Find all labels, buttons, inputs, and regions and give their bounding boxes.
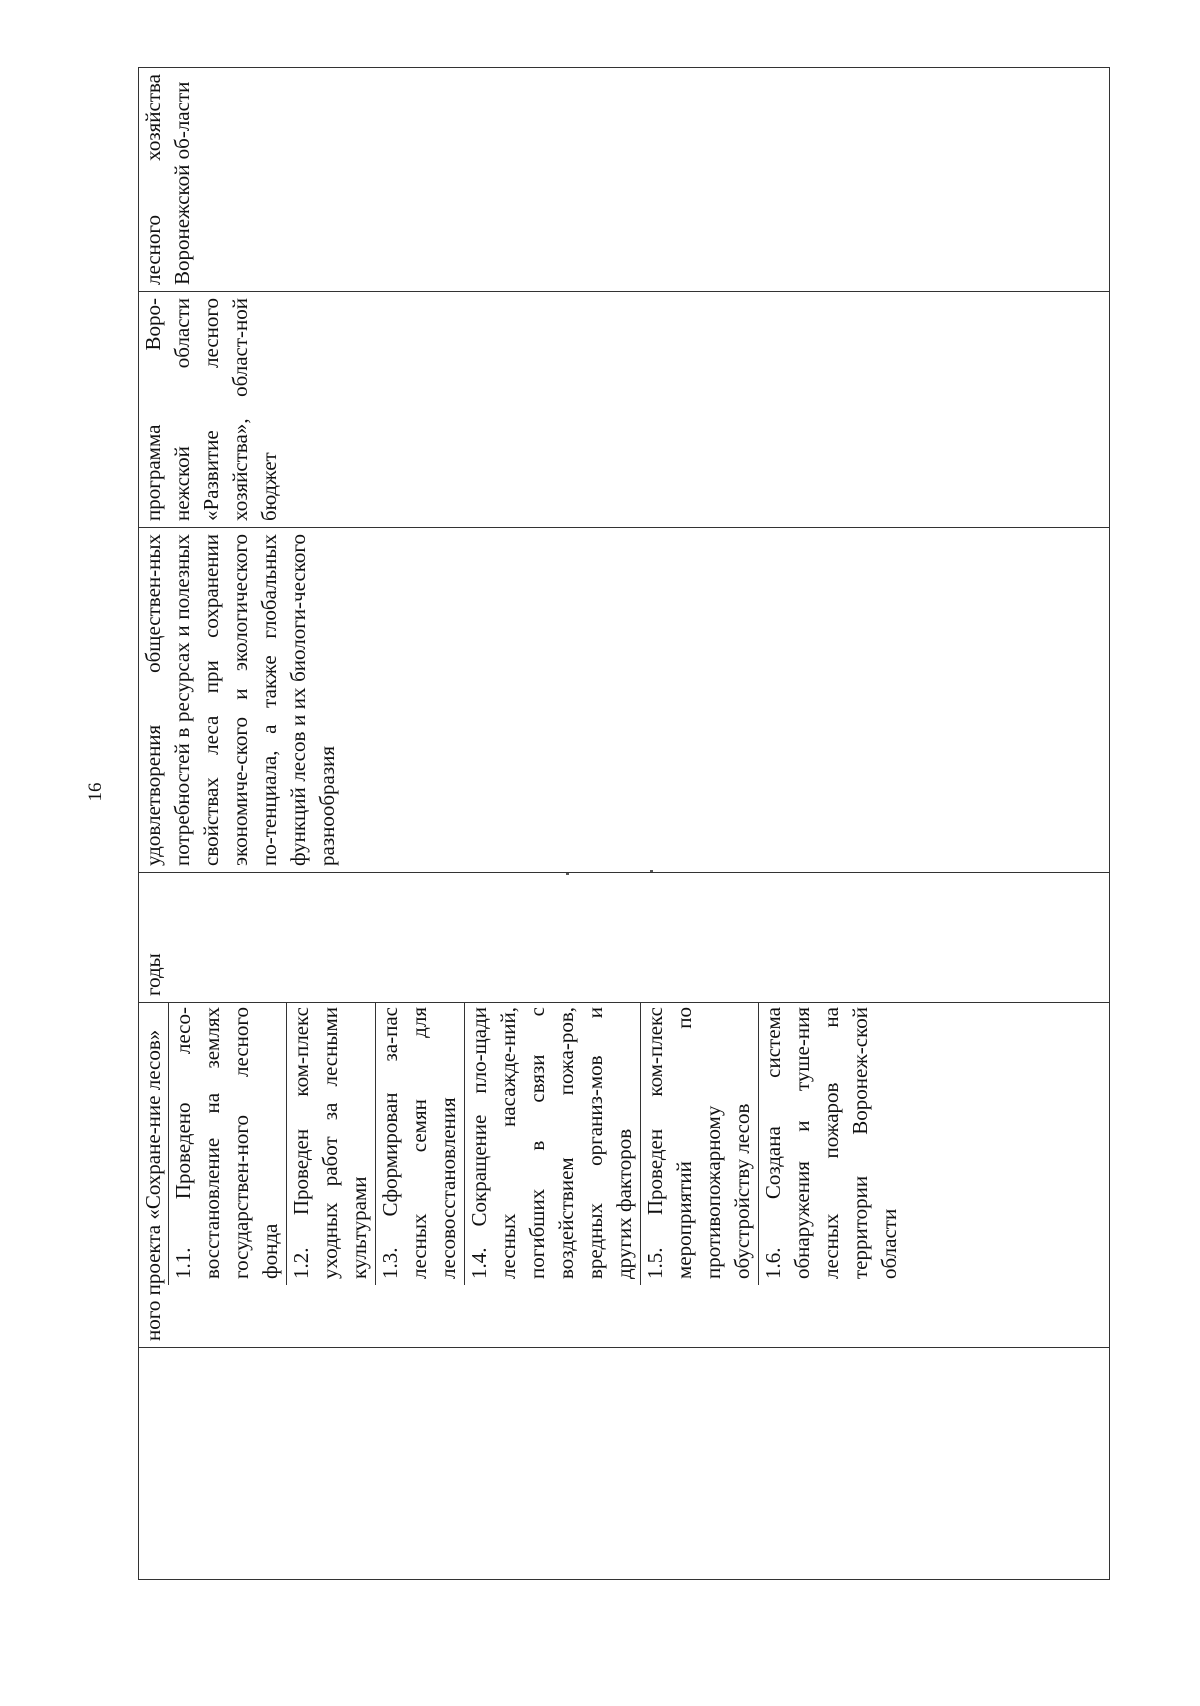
program-table — [138, 67, 1110, 1580]
rotated-table-container — [138, 68, 1110, 1580]
responsible-cell: лесного хозяйства Воронежской об-ласти — [139, 68, 1110, 292]
number-cell — [139, 1348, 1110, 1580]
project-cell — [139, 1003, 1110, 1348]
table-row — [139, 68, 1110, 1580]
page-number: 16 — [85, 782, 106, 802]
subtask-1-5: 1.5. Проведен ком-плекс мероприятий по противопожарному обустройству лесов — [640, 1003, 758, 1285]
subtask-1-6: 1.6. Создана система обнаружения и туше-ния лесных пожаров на территории Воронеж-ской области — [758, 1003, 905, 1285]
subtask-1-3: 1.3. Сформирован за-пас лесных семян для лесовосстановления — [375, 1003, 464, 1285]
scan-speck — [650, 870, 653, 872]
program-cell: программа Воро-нежской области «Развитие лесного хозяйства», област-ной бюджет — [139, 292, 1110, 528]
project-title: ного проекта «Сохране-ние лесов» — [141, 1029, 165, 1341]
subtask-1-4: 1.4. Сокращение пло-щади лесных насажде-ний, погибших в связи с воздействием пожа-ров, вредных организ-мов и других факторов — [464, 1003, 640, 1285]
goal-cell: удовлетворения обществен-ных потребностей в ресурсах и полезных свойствах леса при сохранении экономиче-ского и экологического по-тенциала, а также глобальных функций лесов и их биологи-ческого разнообразия — [139, 528, 1110, 873]
years-cell: годы — [139, 873, 1110, 1003]
subtask-1-1: 1.1. Проведено лесо-восстановление на землях государствен-ного лесного фонда — [168, 1003, 286, 1285]
scan-speck — [566, 873, 569, 875]
subtask-1-2: 1.2. Проведен ком-плекс уходных работ за лесными культурами — [286, 1003, 375, 1285]
